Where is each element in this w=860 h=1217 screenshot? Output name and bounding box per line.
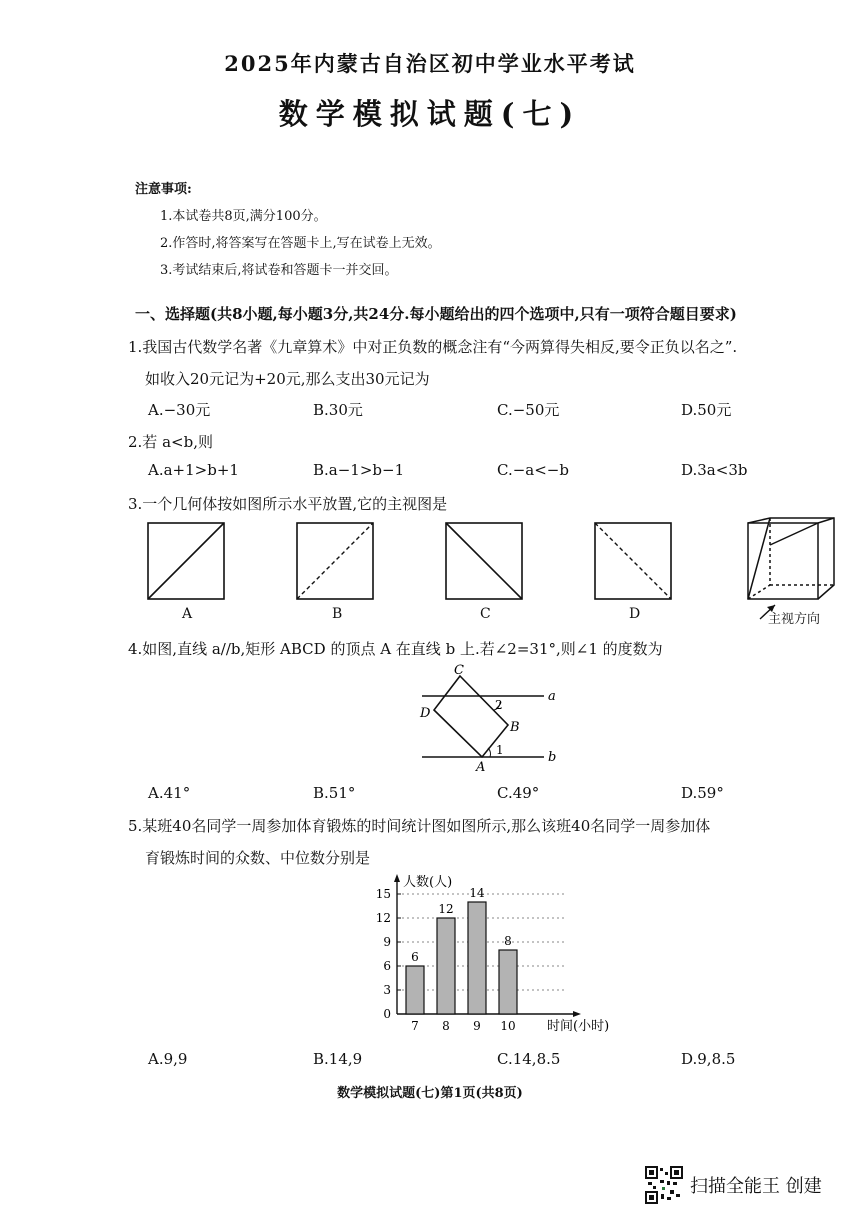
question-5-text-cont: 育锻炼时间的众数、中位数分别是 bbox=[145, 849, 371, 867]
q4-label-a: A bbox=[476, 760, 486, 774]
question-2-text: 2.若 a<b,则 bbox=[128, 433, 213, 451]
bar-value-label: 6 bbox=[411, 950, 419, 964]
chart-bar bbox=[437, 918, 455, 1014]
q5-option-b: B.14,9 bbox=[313, 1050, 363, 1068]
question-5-text: 5.某班40名同学一周参加体育锻炼的时间统计图如图所示,那么该班40名同学一周参加体 bbox=[128, 817, 711, 835]
q4-label-b: B bbox=[510, 720, 520, 735]
q3-label-d: D bbox=[629, 606, 641, 622]
chart-ylabel: 人数(人) bbox=[403, 875, 453, 890]
q5-bar-chart bbox=[355, 868, 625, 1043]
x-axis-arrow-icon bbox=[573, 1011, 581, 1017]
q3-solid-figure bbox=[748, 518, 834, 599]
q5-option-c: C.14,8.5 bbox=[497, 1050, 561, 1068]
x-tick-label: 9 bbox=[473, 1019, 481, 1033]
notes-heading: 注意事项: bbox=[135, 182, 192, 197]
q3-figure-c bbox=[446, 523, 522, 599]
section-heading: 一、选择题(共8小题,每小题3分,共24分.每小题给出的四个选项中,只有一项符合题目要求) bbox=[135, 305, 737, 323]
chart-bar bbox=[499, 950, 517, 1014]
q2-option-a: A.a+1>b+1 bbox=[148, 461, 239, 479]
q3-label-a: A bbox=[182, 606, 193, 622]
question-1-text: 1.我国古代数学名著《九章算术》中对正负数的概念注有“今两算得失相反,要令正负以名之”. bbox=[128, 338, 738, 356]
q4-figure bbox=[412, 662, 572, 774]
question-3-text: 3.一个几何体按如图所示水平放置,它的主视图是 bbox=[128, 495, 448, 513]
question-1-text-cont: 如收入20元记为+20元,那么支出30元记为 bbox=[145, 370, 430, 388]
q4-option-a: A.41° bbox=[148, 784, 191, 802]
bar-value-label: 14 bbox=[469, 886, 485, 900]
x-tick-label: 8 bbox=[442, 1019, 450, 1033]
y-tick-label: 3 bbox=[383, 983, 391, 997]
q3-figures bbox=[140, 515, 850, 627]
q5-option-a: A.9,9 bbox=[148, 1050, 188, 1068]
chart-xlabel: 时间(小时) bbox=[547, 1019, 610, 1034]
q4-option-c: C.49° bbox=[497, 784, 540, 802]
q3-figure-a bbox=[148, 523, 224, 599]
q2-option-c: C.−a<−b bbox=[497, 461, 569, 479]
note-item: 2.作答时,将答案写在答题卡上,写在试卷上无效。 bbox=[160, 236, 441, 251]
page-footer: 数学模拟试题(七)第1页(共8页) bbox=[337, 1086, 523, 1101]
y-tick-label: 0 bbox=[383, 1007, 391, 1021]
note-item: 1.本试卷共8页,满分100分。 bbox=[160, 209, 327, 224]
q4-angle-1-label: 1 bbox=[496, 743, 504, 757]
q1-option-d: D.50元 bbox=[681, 401, 732, 419]
q4-line-b-label: b bbox=[548, 750, 557, 765]
q5-option-d: D.9,8.5 bbox=[681, 1050, 736, 1068]
q4-option-b: B.51° bbox=[313, 784, 356, 802]
q2-option-d: D.3a<3b bbox=[681, 461, 748, 479]
q4-label-d: D bbox=[420, 706, 431, 721]
q1-option-a: A.−30元 bbox=[148, 401, 211, 419]
qr-code-icon bbox=[645, 1166, 683, 1204]
bar-value-label: 12 bbox=[438, 902, 454, 916]
q1-option-b: B.30元 bbox=[313, 401, 363, 419]
bar-value-label: 8 bbox=[504, 934, 512, 948]
q4-line-a-label: a bbox=[548, 689, 556, 704]
q1-option-c: C.−50元 bbox=[497, 401, 560, 419]
q2-option-b: B.a−1>b−1 bbox=[313, 461, 405, 479]
q4-option-d: D.59° bbox=[681, 784, 724, 802]
q3-label-c: C bbox=[480, 606, 491, 622]
scanner-brand: 扫描全能王 创建 bbox=[690, 1176, 822, 1197]
x-tick-label: 7 bbox=[411, 1019, 419, 1033]
chart-bar bbox=[468, 902, 486, 1014]
question-4-text: 4.如图,直线 a//b,矩形 ABCD 的顶点 A 在直线 b 上.若∠2=31°,则∠1 的度数为 bbox=[128, 640, 663, 658]
note-item: 3.考试结束后,将试卷和答题卡一并交回。 bbox=[160, 263, 398, 278]
q4-label-c: C bbox=[454, 663, 464, 678]
y-tick-label: 15 bbox=[375, 887, 391, 901]
exam-title: 2025年内蒙古自治区初中学业水平考试 bbox=[224, 51, 636, 76]
q3-figure-d bbox=[595, 523, 671, 599]
q4-angle-2-label: 2 bbox=[495, 698, 503, 712]
q3-label-b: B bbox=[332, 606, 343, 622]
chart-bar bbox=[406, 966, 424, 1014]
view-direction-label: 主视方向 bbox=[768, 612, 821, 627]
x-tick-label: 10 bbox=[500, 1019, 516, 1033]
y-tick-label: 9 bbox=[383, 935, 391, 949]
y-tick-label: 6 bbox=[383, 959, 391, 973]
y-axis-arrow-icon bbox=[394, 874, 400, 882]
q3-figure-b bbox=[297, 523, 373, 599]
paper-title: 数学模拟试题(七) bbox=[278, 97, 582, 131]
y-tick-label: 12 bbox=[375, 911, 391, 925]
